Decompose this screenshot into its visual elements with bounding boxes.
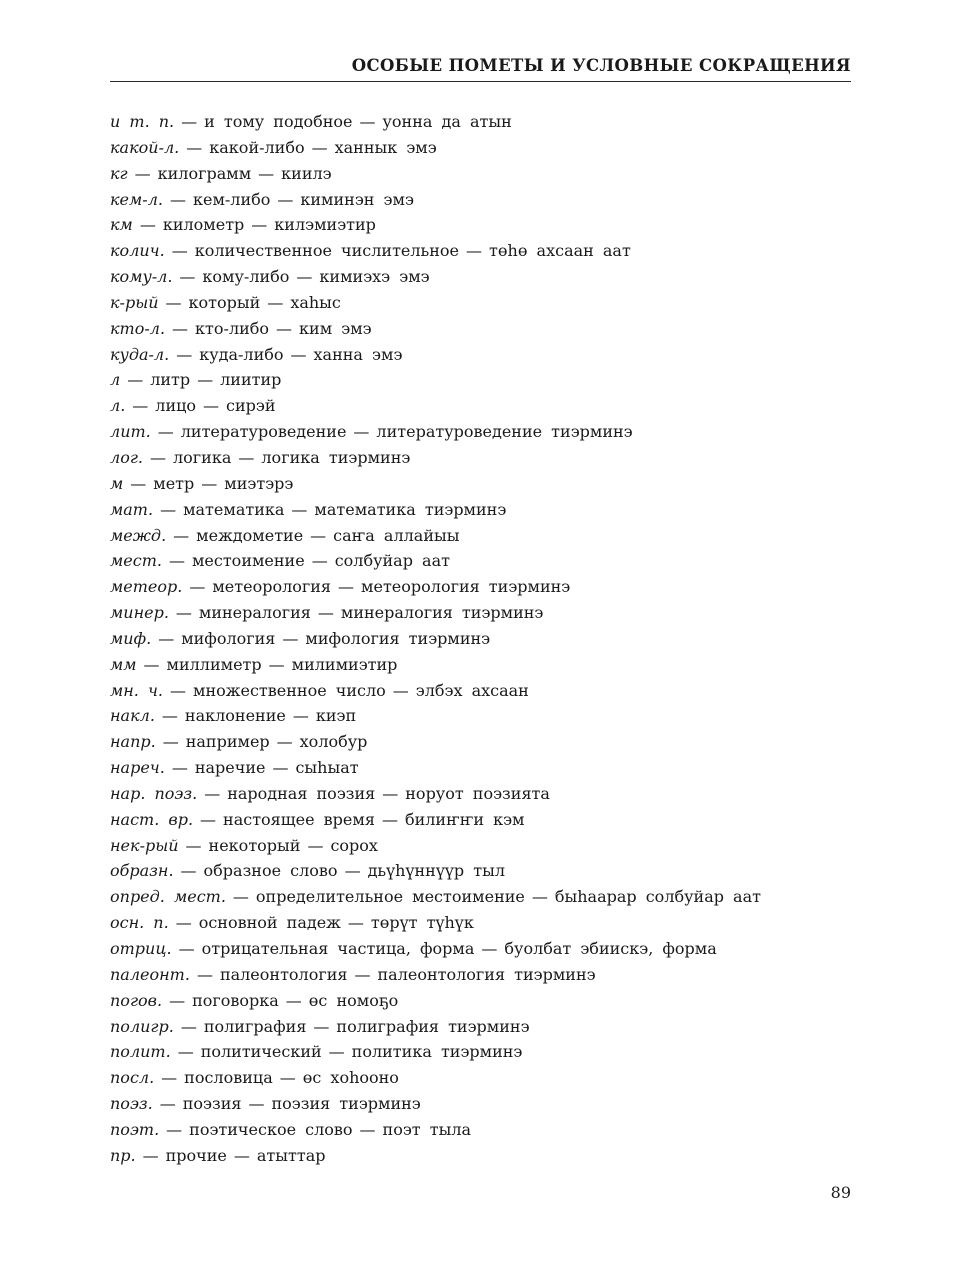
list-item	[110, 290, 851, 316]
abbreviation: куда-л.	[110, 344, 170, 364]
russian-meaning: прочие	[165, 1145, 227, 1165]
list-item	[110, 884, 851, 910]
dash-separator: —	[171, 241, 188, 261]
russian-meaning: образное слово	[203, 861, 338, 881]
dash-separator: —	[172, 318, 189, 338]
russian-meaning: политический	[200, 1042, 322, 1062]
abbreviation: образн.	[110, 861, 174, 881]
abbreviation: мн. ч.	[110, 680, 164, 700]
yakut-meaning: мифология тиэрминэ	[305, 628, 491, 648]
yakut-meaning: дьүһүннүүр тыл	[367, 861, 505, 881]
abbreviation: к-рый	[110, 292, 159, 312]
abbreviation: лог.	[110, 447, 143, 467]
yakut-meaning: быһаарар солбуйар аат	[554, 887, 761, 907]
yakut-meaning: төрүт түһүк	[370, 913, 474, 933]
dash-separator: —	[130, 473, 147, 493]
list-item	[110, 1143, 851, 1169]
dash-separator: —	[157, 422, 174, 442]
yakut-meaning: элбэх ахсаан	[415, 680, 529, 700]
abbreviation: осн. п.	[110, 913, 169, 933]
russian-meaning: метеорология	[212, 577, 332, 597]
dash-separator: —	[161, 1068, 178, 1088]
dash-separator: —	[204, 783, 221, 803]
abbreviation: мм	[110, 654, 137, 674]
abbreviation: наст. вр.	[110, 809, 194, 829]
russian-meaning: кому-либо	[202, 267, 290, 287]
dash-separator: —	[178, 939, 195, 958]
dash-separator: —	[127, 370, 144, 390]
dash-separator: —	[162, 732, 179, 752]
yakut-meaning: кимиэхэ эмэ	[319, 267, 430, 287]
dash-separator: —	[310, 525, 327, 545]
dash-separator: —	[201, 473, 218, 493]
dash-separator: —	[233, 1145, 250, 1165]
abbreviation: км	[110, 215, 133, 235]
dash-separator: —	[354, 964, 371, 984]
russian-meaning: литературоведение	[180, 422, 347, 442]
abbreviation: поэз.	[110, 1094, 153, 1114]
list-item	[110, 1039, 851, 1065]
dash-separator: —	[317, 603, 334, 623]
russian-meaning: мифология	[181, 628, 276, 648]
list-item	[110, 212, 851, 238]
abbreviation-list	[110, 109, 851, 1169]
dash-separator: —	[347, 913, 364, 933]
yakut-meaning: сыһыат	[295, 758, 359, 778]
dash-separator: —	[276, 732, 293, 752]
abbreviation: кому-л.	[110, 267, 173, 287]
page-number: 89	[830, 1183, 851, 1202]
yakut-meaning: лиитир	[220, 370, 282, 390]
list-item	[110, 1117, 851, 1143]
russian-meaning: литр	[150, 370, 191, 390]
list-item	[110, 600, 851, 626]
dash-separator: —	[161, 706, 178, 726]
dash-separator: —	[353, 422, 370, 442]
dash-separator: —	[185, 835, 202, 855]
page-header	[110, 56, 851, 82]
dash-separator: —	[296, 267, 313, 287]
russian-meaning: логика	[173, 447, 232, 467]
abbreviation: минер.	[110, 603, 169, 623]
dash-separator: —	[313, 1016, 330, 1036]
russian-meaning: математика	[183, 499, 285, 519]
yakut-meaning: саҥа аллайыы	[333, 525, 460, 545]
yakut-meaning: ханна эмэ	[313, 344, 403, 364]
abbreviation: м	[110, 473, 124, 493]
yakut-meaning: өс хоһооно	[302, 1068, 399, 1088]
dash-separator: —	[382, 783, 399, 803]
abbreviation: и т. п.	[110, 112, 175, 131]
russian-meaning: метр	[153, 473, 195, 493]
dash-separator: —	[276, 318, 293, 338]
abbreviation: нар. поэз.	[110, 783, 198, 803]
yakut-meaning: холобур	[299, 732, 368, 752]
russian-meaning: местоимение	[191, 551, 305, 571]
dash-separator: —	[277, 189, 294, 209]
russian-meaning: поговорка	[192, 990, 279, 1010]
russian-meaning: поэзия	[182, 1094, 242, 1114]
dash-separator: —	[203, 396, 220, 416]
yakut-meaning: миэтэрэ	[224, 473, 294, 493]
list-item	[110, 988, 851, 1014]
dash-separator: —	[169, 189, 186, 209]
dash-separator: —	[165, 292, 182, 312]
list-item	[110, 523, 851, 549]
dash-separator: —	[132, 396, 149, 416]
yakut-meaning: сорох	[330, 835, 378, 855]
list-item	[110, 678, 851, 704]
abbreviation: л.	[110, 396, 126, 416]
russian-meaning: междометие	[196, 525, 304, 545]
dash-separator: —	[177, 1042, 194, 1062]
dash-separator: —	[279, 1068, 296, 1088]
list-item	[110, 910, 851, 936]
abbreviation: накл.	[110, 706, 155, 726]
dash-separator: —	[189, 577, 206, 597]
yakut-meaning: поэт тыла	[382, 1119, 472, 1139]
list-item	[110, 367, 851, 393]
abbreviation: миф.	[110, 628, 152, 648]
abbreviation: поэт.	[110, 1119, 160, 1139]
dash-separator: —	[291, 499, 308, 519]
abbreviation: кем-л.	[110, 189, 163, 209]
list-item	[110, 807, 851, 833]
list-item	[110, 187, 851, 213]
list-item	[110, 135, 851, 161]
list-item	[110, 574, 851, 600]
dash-separator: —	[175, 913, 192, 933]
dash-separator: —	[282, 628, 299, 648]
yakut-meaning: политика тиэрминэ	[351, 1042, 523, 1062]
dash-separator: —	[359, 1119, 376, 1139]
abbreviation: л	[110, 370, 121, 390]
dash-separator: —	[481, 939, 498, 958]
list-item	[110, 626, 851, 652]
dash-separator: —	[290, 344, 307, 364]
dash-separator: —	[158, 628, 175, 648]
dash-separator: —	[238, 447, 255, 467]
abbreviation: погов.	[110, 990, 163, 1010]
russian-meaning: настоящее время	[223, 809, 375, 829]
russian-meaning: палеонтология	[219, 964, 348, 984]
yakut-meaning: төһө ахсаан аат	[489, 241, 631, 261]
dash-separator: —	[200, 809, 217, 829]
list-item	[110, 316, 851, 342]
dash-separator: —	[186, 137, 203, 157]
dash-separator: —	[166, 1119, 183, 1139]
list-item	[110, 419, 851, 445]
list-item	[110, 497, 851, 523]
russian-meaning: килограмм	[157, 163, 252, 183]
dash-separator: —	[139, 215, 156, 235]
russian-meaning: народная поэзия	[227, 783, 376, 803]
dash-separator: —	[359, 112, 376, 131]
dash-separator: —	[196, 964, 213, 984]
abbreviation: посл.	[110, 1068, 155, 1088]
abbreviation: нек-рый	[110, 835, 179, 855]
russian-meaning: кто-либо	[195, 318, 270, 338]
yakut-meaning: милимиэтир	[291, 654, 398, 674]
yakut-meaning: атыттар	[256, 1145, 326, 1165]
abbreviation: мест.	[110, 551, 162, 571]
russian-meaning: километр	[162, 215, 245, 235]
dash-separator: —	[338, 577, 355, 597]
dash-separator: —	[311, 137, 328, 157]
dash-separator: —	[307, 835, 324, 855]
dash-separator: —	[381, 809, 398, 829]
dash-separator: —	[150, 447, 166, 467]
dash-separator: —	[169, 990, 186, 1010]
abbreviation: мат.	[110, 499, 154, 519]
russian-meaning: какой-либо	[209, 137, 305, 157]
list-item	[110, 161, 851, 187]
russian-meaning: и тому подобное	[204, 112, 353, 131]
abbreviation: палеонт.	[110, 964, 190, 984]
dash-separator: —	[392, 680, 409, 700]
yakut-meaning: киилэ	[281, 163, 332, 183]
abbreviation: полит.	[110, 1042, 171, 1062]
russian-meaning: определительное местоимение	[255, 887, 525, 907]
dash-separator: —	[173, 525, 190, 545]
dash-separator: —	[466, 241, 483, 261]
abbreviation: метеор.	[110, 577, 183, 597]
russian-meaning: наклонение	[184, 706, 286, 726]
yakut-meaning: логика тиэрминэ	[261, 447, 411, 467]
dash-separator: —	[311, 551, 328, 571]
yakut-meaning: киэп	[315, 706, 357, 726]
list-item	[110, 962, 851, 988]
yakut-meaning: метеорология тиэрминэ	[361, 577, 571, 597]
dash-separator: —	[134, 163, 151, 183]
abbreviation: межд.	[110, 525, 167, 545]
yakut-meaning: билиҥҥи кэм	[404, 809, 525, 829]
list-item	[110, 833, 851, 859]
dash-separator: —	[180, 1016, 197, 1036]
dash-separator: —	[344, 861, 361, 881]
list-item	[110, 936, 851, 962]
abbreviation: пр.	[110, 1145, 136, 1165]
abbreviation: отриц.	[110, 939, 172, 958]
yakut-meaning: ким эмэ	[299, 318, 372, 338]
russian-meaning: кем-либо	[192, 189, 271, 209]
yakut-meaning: литературоведение тиэрминэ	[376, 422, 633, 442]
dash-separator: —	[171, 758, 188, 778]
russian-meaning: поэтическое слово	[189, 1119, 353, 1139]
dash-separator: —	[197, 370, 214, 390]
list-item	[110, 1014, 851, 1040]
yakut-meaning: ханнык эмэ	[334, 137, 437, 157]
abbreviation: кг	[110, 163, 128, 183]
list-item	[110, 109, 851, 135]
yakut-meaning: хаһыс	[290, 292, 341, 312]
dash-separator: —	[268, 654, 285, 674]
dash-separator: —	[168, 551, 185, 571]
yakut-meaning: киминэн эмэ	[300, 189, 414, 209]
list-item	[110, 1091, 851, 1117]
yakut-meaning: уонна да атын	[382, 112, 512, 131]
russian-meaning: основной падеж	[198, 913, 341, 933]
russian-meaning: множественное число	[193, 680, 386, 700]
dash-separator: —	[179, 267, 196, 287]
page-title: ОСОБЫЕ ПОМЕТЫ И УСЛОВНЫЕ СОКРАЩЕНИЯ	[351, 56, 851, 75]
dash-separator: —	[267, 292, 284, 312]
russian-meaning: отрицательная частица, форма	[201, 939, 475, 958]
yakut-meaning: математика тиэрминэ	[314, 499, 507, 519]
list-item	[110, 729, 851, 755]
list-item	[110, 652, 851, 678]
list-item	[110, 1065, 851, 1091]
russian-meaning: некоторый	[208, 835, 301, 855]
abbreviation: какой-л.	[110, 137, 180, 157]
list-item	[110, 238, 851, 264]
dash-separator: —	[272, 758, 289, 778]
dash-separator: —	[160, 499, 177, 519]
list-item	[110, 471, 851, 497]
dash-separator: —	[285, 990, 302, 1010]
abbreviation: лит.	[110, 422, 151, 442]
dash-separator: —	[258, 163, 275, 183]
list-item	[110, 264, 851, 290]
yakut-meaning: килэмиэтир	[274, 215, 376, 235]
russian-meaning: пословица	[184, 1068, 273, 1088]
dash-separator: —	[180, 861, 197, 881]
russian-meaning: куда-либо	[199, 344, 284, 364]
abbreviation: полигр.	[110, 1016, 174, 1036]
abbreviation: опред. мест.	[110, 887, 226, 907]
yakut-meaning: буолбат эбиискэ, форма	[504, 939, 717, 958]
yakut-meaning: солбуйар аат	[334, 551, 450, 571]
list-item	[110, 858, 851, 884]
yakut-meaning: минералогия тиэрминэ	[340, 603, 544, 623]
list-item	[110, 703, 851, 729]
russian-meaning: наречие	[194, 758, 266, 778]
russian-meaning: полиграфия	[203, 1016, 307, 1036]
dash-separator: —	[175, 603, 192, 623]
yakut-meaning: палеонтология тиэрминэ	[377, 964, 596, 984]
list-item	[110, 445, 851, 471]
yakut-meaning: өс номоҕо	[308, 990, 399, 1010]
russian-meaning: минералогия	[198, 603, 311, 623]
abbreviation: нареч.	[110, 758, 165, 778]
dash-separator: —	[248, 1094, 265, 1114]
yakut-meaning: норуот поэзията	[405, 783, 550, 803]
abbreviation: кто-л.	[110, 318, 166, 338]
dash-separator: —	[159, 1094, 176, 1114]
list-item	[110, 781, 851, 807]
dash-separator: —	[292, 706, 309, 726]
russian-meaning: например	[185, 732, 270, 752]
list-item	[110, 755, 851, 781]
abbreviation: напр.	[110, 732, 156, 752]
russian-meaning: миллиметр	[166, 654, 262, 674]
dash-separator: —	[251, 215, 268, 235]
dash-separator: —	[176, 344, 193, 364]
dash-separator: —	[181, 112, 198, 131]
yakut-meaning: полиграфия тиэрминэ	[336, 1016, 530, 1036]
russian-meaning: который	[188, 292, 261, 312]
dash-separator: —	[170, 680, 187, 700]
dash-separator: —	[328, 1042, 345, 1062]
list-item	[110, 393, 851, 419]
dash-separator: —	[531, 887, 548, 907]
yakut-meaning: сирэй	[226, 396, 276, 416]
list-item	[110, 342, 851, 368]
abbreviation: колич.	[110, 241, 165, 261]
dash-separator: —	[232, 887, 249, 907]
list-item	[110, 548, 851, 574]
yakut-meaning: поэзия тиэрминэ	[271, 1094, 421, 1114]
russian-meaning: количественное числительное	[194, 241, 460, 261]
dash-separator: —	[143, 654, 160, 674]
dash-separator: —	[142, 1145, 159, 1165]
russian-meaning: лицо	[155, 396, 197, 416]
